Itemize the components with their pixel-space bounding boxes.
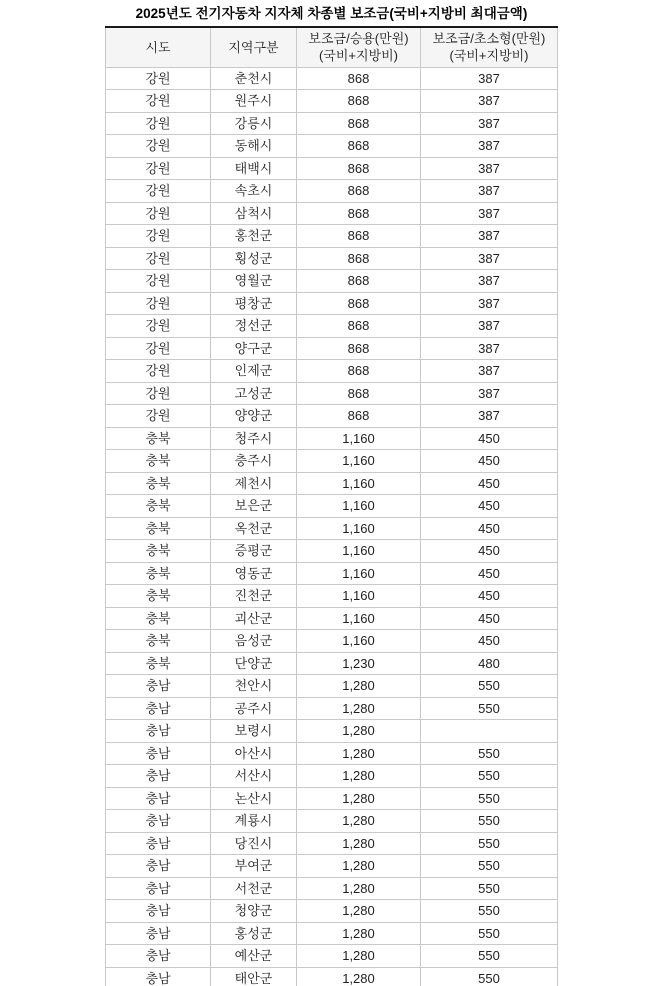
passenger-subsidy-cell: 1,280 [297, 765, 421, 788]
passenger-subsidy-cell: 1,280 [297, 855, 421, 878]
region-cell: 삼척시 [211, 202, 297, 225]
column-header-label: 보조금/초소형(만원) [432, 31, 546, 47]
table-body [106, 67, 558, 986]
micro-subsidy-cell: 550 [421, 742, 558, 765]
region-cell: 홍성군 [211, 922, 297, 945]
passenger-subsidy-cell: 868 [297, 225, 421, 248]
passenger-subsidy-cell: 868 [297, 360, 421, 383]
province-cell: 강원 [106, 360, 211, 383]
table-row [106, 135, 558, 158]
region-cell: 보령시 [211, 720, 297, 743]
region-cell: 정선군 [211, 315, 297, 338]
passenger-subsidy-cell: 1,160 [297, 450, 421, 473]
province-cell: 강원 [106, 157, 211, 180]
table-row [106, 292, 558, 315]
micro-subsidy-cell: 450 [421, 495, 558, 518]
province-cell: 충남 [106, 900, 211, 923]
passenger-subsidy-cell: 1,280 [297, 742, 421, 765]
micro-subsidy-cell: 387 [421, 157, 558, 180]
table-row [106, 765, 558, 788]
subsidy-table [105, 26, 558, 986]
province-cell: 충북 [106, 562, 211, 585]
micro-subsidy-cell: 550 [421, 787, 558, 810]
passenger-subsidy-cell: 1,280 [297, 900, 421, 923]
micro-subsidy-cell: 387 [421, 382, 558, 405]
passenger-subsidy-cell: 868 [297, 292, 421, 315]
province-cell: 충북 [106, 472, 211, 495]
province-cell: 충남 [106, 855, 211, 878]
table-row [106, 900, 558, 923]
micro-subsidy-cell: 450 [421, 450, 558, 473]
micro-subsidy-cell: 387 [421, 90, 558, 113]
province-cell: 충남 [106, 810, 211, 833]
province-cell: 강원 [106, 270, 211, 293]
passenger-subsidy-cell: 1,280 [297, 787, 421, 810]
province-cell: 충남 [106, 877, 211, 900]
passenger-subsidy-cell: 1,160 [297, 607, 421, 630]
region-cell: 영동군 [211, 562, 297, 585]
table-row [106, 922, 558, 945]
table-row [106, 720, 558, 743]
header-row [106, 27, 558, 67]
table-row [106, 630, 558, 653]
micro-subsidy-cell: 387 [421, 270, 558, 293]
micro-subsidy-cell: 450 [421, 607, 558, 630]
table-row [106, 495, 558, 518]
micro-subsidy-cell: 387 [421, 202, 558, 225]
passenger-subsidy-cell: 1,160 [297, 472, 421, 495]
region-cell: 청양군 [211, 900, 297, 923]
province-cell: 충남 [106, 787, 211, 810]
table-row [106, 967, 558, 986]
region-cell: 서산시 [211, 765, 297, 788]
passenger-subsidy-cell: 868 [297, 67, 421, 90]
region-cell: 부여군 [211, 855, 297, 878]
micro-subsidy-cell: 387 [421, 337, 558, 360]
region-cell: 보은군 [211, 495, 297, 518]
column-header-1 [211, 27, 297, 67]
table-row [106, 225, 558, 248]
column-header-label: 보조금/승용(만원) [308, 31, 409, 47]
passenger-subsidy-cell: 1,280 [297, 810, 421, 833]
passenger-subsidy-cell: 868 [297, 382, 421, 405]
table-row [106, 112, 558, 135]
province-cell: 강원 [106, 67, 211, 90]
column-header-2 [297, 27, 421, 67]
province-cell: 강원 [106, 247, 211, 270]
page-title: 2025년도 전기자동차 지자체 차종별 보조금(국비+지방비 최대금액) [135, 6, 528, 21]
province-cell: 강원 [106, 180, 211, 203]
province-cell: 강원 [106, 90, 211, 113]
passenger-subsidy-cell: 868 [297, 315, 421, 338]
table-row [106, 315, 558, 338]
passenger-subsidy-cell: 1,160 [297, 540, 421, 563]
micro-subsidy-cell: 450 [421, 517, 558, 540]
province-cell: 강원 [106, 135, 211, 158]
province-cell: 충북 [106, 540, 211, 563]
province-cell: 충북 [106, 517, 211, 540]
region-cell: 양양군 [211, 405, 297, 428]
province-cell: 충남 [106, 675, 211, 698]
passenger-subsidy-cell: 868 [297, 112, 421, 135]
passenger-subsidy-cell: 868 [297, 157, 421, 180]
passenger-subsidy-cell: 868 [297, 202, 421, 225]
passenger-subsidy-cell: 1,230 [297, 652, 421, 675]
passenger-subsidy-cell: 1,280 [297, 720, 421, 743]
province-cell: 충북 [106, 450, 211, 473]
province-cell: 충북 [106, 607, 211, 630]
province-cell: 충남 [106, 742, 211, 765]
province-cell: 충남 [106, 765, 211, 788]
passenger-subsidy-cell: 868 [297, 337, 421, 360]
province-cell: 강원 [106, 405, 211, 428]
micro-subsidy-cell: 387 [421, 360, 558, 383]
passenger-subsidy-cell: 1,160 [297, 517, 421, 540]
micro-subsidy-cell: 550 [421, 765, 558, 788]
passenger-subsidy-cell: 868 [297, 247, 421, 270]
region-cell: 춘천시 [211, 67, 297, 90]
micro-subsidy-cell: 550 [421, 675, 558, 698]
province-cell: 충남 [106, 967, 211, 986]
table-row [106, 945, 558, 968]
micro-subsidy-cell: 387 [421, 292, 558, 315]
micro-subsidy-cell: 550 [421, 967, 558, 986]
region-cell: 아산시 [211, 742, 297, 765]
micro-subsidy-cell: 450 [421, 562, 558, 585]
table-row [106, 697, 558, 720]
table-row [106, 247, 558, 270]
micro-subsidy-cell: 550 [421, 900, 558, 923]
province-cell: 충북 [106, 427, 211, 450]
table-row [106, 405, 558, 428]
province-cell: 강원 [106, 202, 211, 225]
passenger-subsidy-cell: 868 [297, 90, 421, 113]
region-cell: 태백시 [211, 157, 297, 180]
region-cell: 청주시 [211, 427, 297, 450]
micro-subsidy-cell: 550 [421, 697, 558, 720]
province-cell: 충북 [106, 495, 211, 518]
province-cell: 강원 [106, 382, 211, 405]
region-cell: 홍천군 [211, 225, 297, 248]
passenger-subsidy-cell: 1,280 [297, 675, 421, 698]
passenger-subsidy-cell: 1,160 [297, 585, 421, 608]
region-cell: 고성군 [211, 382, 297, 405]
table-row [106, 337, 558, 360]
region-cell: 음성군 [211, 630, 297, 653]
region-cell: 옥천군 [211, 517, 297, 540]
region-cell: 충주시 [211, 450, 297, 473]
province-cell: 강원 [106, 292, 211, 315]
micro-subsidy-cell: 550 [421, 832, 558, 855]
table-row [106, 810, 558, 833]
province-cell: 충남 [106, 945, 211, 968]
micro-subsidy-cell: 550 [421, 877, 558, 900]
micro-subsidy-cell: 387 [421, 315, 558, 338]
micro-subsidy-cell: 550 [421, 855, 558, 878]
passenger-subsidy-cell: 1,280 [297, 967, 421, 986]
region-cell: 인제군 [211, 360, 297, 383]
passenger-subsidy-cell: 868 [297, 180, 421, 203]
table-row [106, 202, 558, 225]
table-row [106, 675, 558, 698]
province-cell: 충남 [106, 720, 211, 743]
column-header-3 [421, 27, 558, 67]
passenger-subsidy-cell: 868 [297, 270, 421, 293]
column-header-sublabel: (국비+지방비) [449, 48, 529, 64]
table-row [106, 360, 558, 383]
province-cell: 충북 [106, 630, 211, 653]
micro-subsidy-cell: 480 [421, 652, 558, 675]
passenger-subsidy-cell: 868 [297, 135, 421, 158]
table-row [106, 787, 558, 810]
micro-subsidy-cell: 450 [421, 630, 558, 653]
micro-subsidy-cell [421, 720, 558, 743]
region-cell: 증평군 [211, 540, 297, 563]
passenger-subsidy-cell: 868 [297, 405, 421, 428]
region-cell: 동해시 [211, 135, 297, 158]
table-row [106, 832, 558, 855]
passenger-subsidy-cell: 1,280 [297, 697, 421, 720]
micro-subsidy-cell: 450 [421, 427, 558, 450]
region-cell: 제천시 [211, 472, 297, 495]
region-cell: 평창군 [211, 292, 297, 315]
region-cell: 강릉시 [211, 112, 297, 135]
micro-subsidy-cell: 387 [421, 67, 558, 90]
micro-subsidy-cell: 387 [421, 225, 558, 248]
region-cell: 영월군 [211, 270, 297, 293]
micro-subsidy-cell: 550 [421, 945, 558, 968]
region-cell: 당진시 [211, 832, 297, 855]
table-row [106, 562, 558, 585]
table-row [106, 877, 558, 900]
micro-subsidy-cell: 450 [421, 585, 558, 608]
region-cell: 서천군 [211, 877, 297, 900]
province-cell: 충남 [106, 922, 211, 945]
passenger-subsidy-cell: 1,160 [297, 562, 421, 585]
province-cell: 충북 [106, 585, 211, 608]
region-cell: 계룡시 [211, 810, 297, 833]
table-row [106, 517, 558, 540]
table-row [106, 90, 558, 113]
passenger-subsidy-cell: 1,280 [297, 945, 421, 968]
province-cell: 충남 [106, 697, 211, 720]
micro-subsidy-cell: 387 [421, 247, 558, 270]
micro-subsidy-cell: 550 [421, 810, 558, 833]
table-row [106, 427, 558, 450]
micro-subsidy-cell: 387 [421, 405, 558, 428]
table-row [106, 270, 558, 293]
region-cell: 괴산군 [211, 607, 297, 630]
micro-subsidy-cell: 387 [421, 112, 558, 135]
table-row [106, 67, 558, 90]
table-row [106, 450, 558, 473]
province-cell: 강원 [106, 337, 211, 360]
passenger-subsidy-cell: 1,280 [297, 922, 421, 945]
column-header-sublabel: (국비+지방비) [318, 48, 399, 64]
region-cell: 예산군 [211, 945, 297, 968]
table-row [106, 742, 558, 765]
table-row [106, 157, 558, 180]
table-row [106, 585, 558, 608]
column-header-0 [106, 27, 211, 67]
region-cell: 진천군 [211, 585, 297, 608]
micro-subsidy-cell: 450 [421, 472, 558, 495]
table-row [106, 607, 558, 630]
region-cell: 속초시 [211, 180, 297, 203]
region-cell: 원주시 [211, 90, 297, 113]
table-row [106, 382, 558, 405]
passenger-subsidy-cell: 1,160 [297, 630, 421, 653]
passenger-subsidy-cell: 1,160 [297, 427, 421, 450]
table-row [106, 540, 558, 563]
province-cell: 강원 [106, 112, 211, 135]
table-row [106, 855, 558, 878]
province-cell: 강원 [106, 315, 211, 338]
passenger-subsidy-cell: 1,160 [297, 495, 421, 518]
region-cell: 태안군 [211, 967, 297, 986]
region-cell: 공주시 [211, 697, 297, 720]
micro-subsidy-cell: 387 [421, 180, 558, 203]
province-cell: 충남 [106, 832, 211, 855]
region-cell: 단양군 [211, 652, 297, 675]
region-cell: 천안시 [211, 675, 297, 698]
region-cell: 논산시 [211, 787, 297, 810]
table-row [106, 652, 558, 675]
micro-subsidy-cell: 387 [421, 135, 558, 158]
micro-subsidy-cell: 450 [421, 540, 558, 563]
region-cell: 횡성군 [211, 247, 297, 270]
table-header [106, 27, 558, 67]
province-cell: 강원 [106, 225, 211, 248]
micro-subsidy-cell: 550 [421, 922, 558, 945]
table-row [106, 472, 558, 495]
region-cell: 양구군 [211, 337, 297, 360]
province-cell: 충북 [106, 652, 211, 675]
table-row [106, 180, 558, 203]
column-header-label: 지역구분 [228, 39, 279, 55]
passenger-subsidy-cell: 1,280 [297, 877, 421, 900]
column-header-label: 시도 [145, 39, 171, 55]
passenger-subsidy-cell: 1,280 [297, 832, 421, 855]
